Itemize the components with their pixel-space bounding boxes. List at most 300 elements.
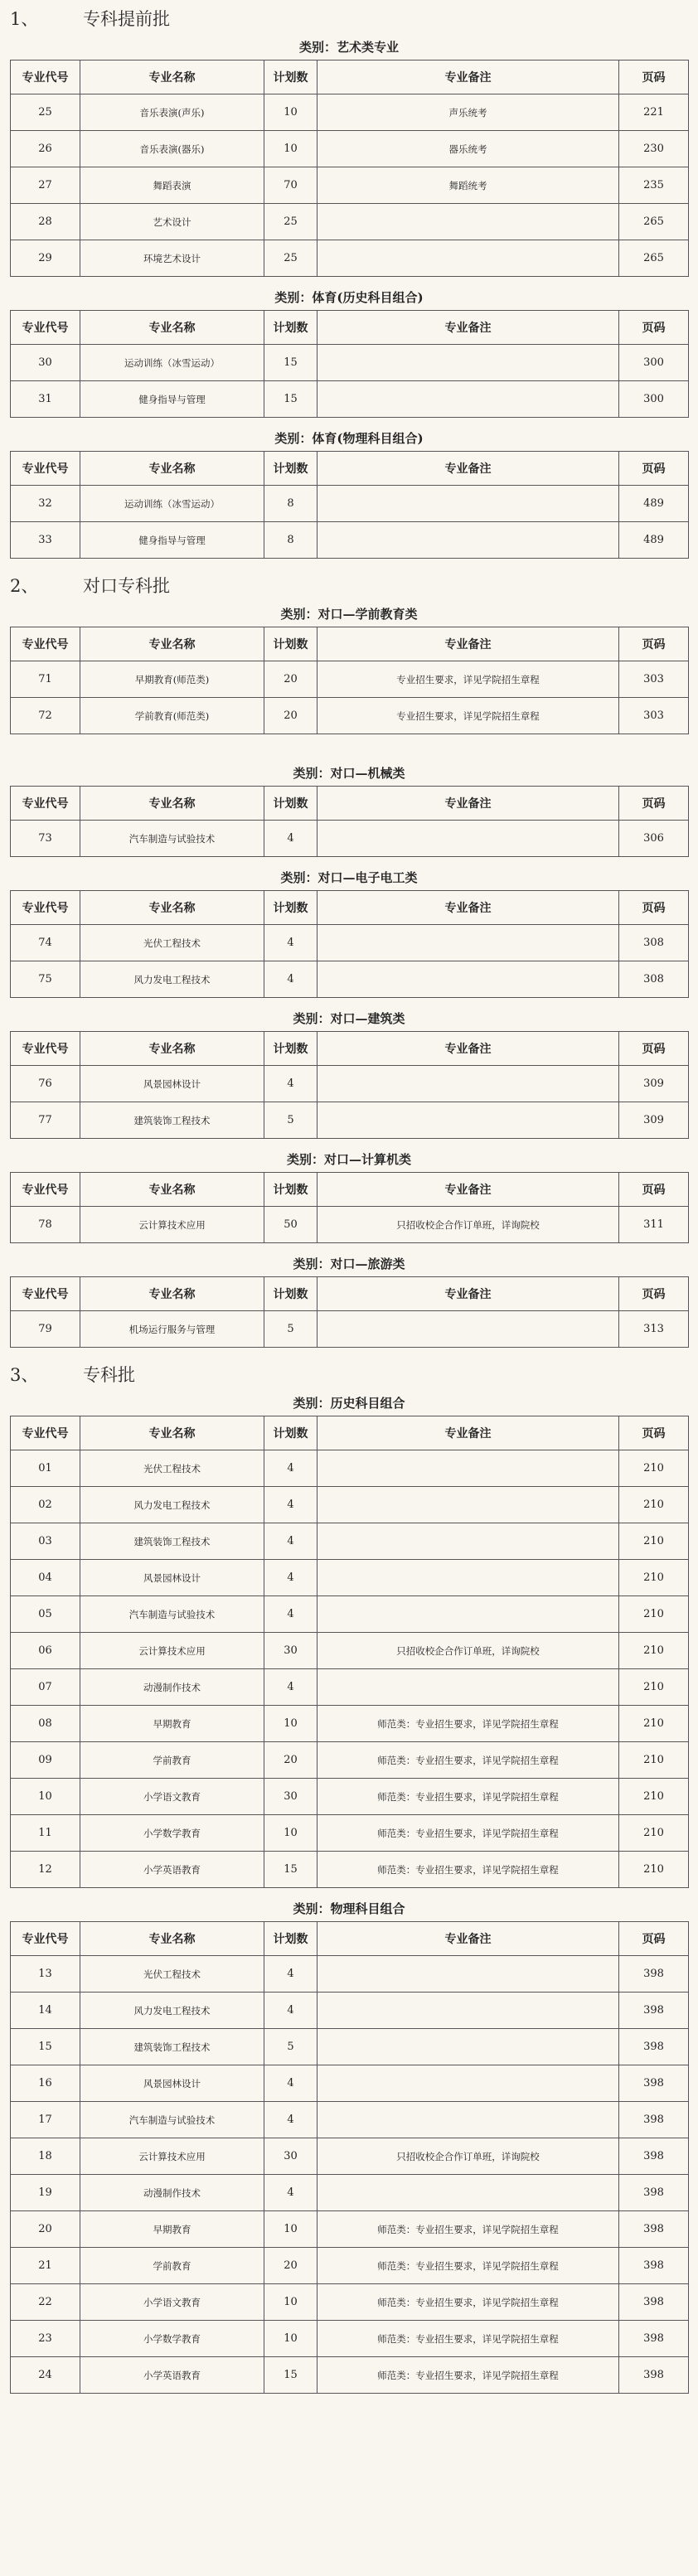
cell-major-code: 16: [11, 2065, 80, 2102]
cell-page-number: 265: [619, 204, 689, 240]
table-row: [11, 821, 689, 857]
header-major-code: 专业代号: [11, 61, 80, 94]
table-row: [11, 1560, 689, 1596]
cell-plan-count: 10: [264, 131, 317, 167]
cell-major-name: 光伏工程技术: [80, 1450, 264, 1487]
cell-major-code: 12: [11, 1852, 80, 1888]
cell-major-remark: 师范类：专业招生要求，详见学院招生章程: [317, 1779, 619, 1815]
cell-plan-count: 5: [264, 1102, 317, 1139]
header-plan-count: 计划数: [264, 787, 317, 821]
header-major-code: 专业代号: [11, 452, 80, 486]
cell-major-remark: [317, 1956, 619, 1993]
table-row: [11, 2102, 689, 2138]
table-row: [11, 1633, 689, 1669]
cell-page-number: 210: [619, 1560, 689, 1596]
cell-plan-count: 4: [264, 2102, 317, 2138]
cell-major-code: 14: [11, 1993, 80, 2029]
cell-major-remark: 师范类：专业招生要求，详见学院招生章程: [317, 1742, 619, 1779]
header-plan-count: 计划数: [264, 61, 317, 94]
header-major-remark: 专业备注: [317, 891, 619, 925]
cell-page-number: 489: [619, 522, 689, 559]
cell-major-remark: 师范类：专业招生要求，详见学院招生章程: [317, 2357, 619, 2394]
cell-page-number: 210: [619, 1669, 689, 1706]
header-major-name: 专业名称: [80, 891, 264, 925]
cell-major-name: 建筑装饰工程技术: [80, 2029, 264, 2065]
header-major-name: 专业名称: [80, 627, 264, 661]
cell-page-number: 210: [619, 1633, 689, 1669]
cell-plan-count: 20: [264, 1742, 317, 1779]
table-row: [11, 2138, 689, 2175]
cell-plan-count: 25: [264, 240, 317, 277]
header-plan-count: 计划数: [264, 1416, 317, 1450]
cell-major-code: 29: [11, 240, 80, 277]
cell-major-remark: [317, 1560, 619, 1596]
header-plan-count: 计划数: [264, 452, 317, 486]
cell-page-number: 210: [619, 1815, 689, 1852]
cell-page-number: 306: [619, 821, 689, 857]
table-row: [11, 1207, 689, 1243]
cell-major-name: 舞蹈表演: [80, 167, 264, 204]
section-number: 3、: [10, 1365, 39, 1385]
header-row: [11, 61, 689, 94]
cell-page-number: 313: [619, 1311, 689, 1348]
cell-page-number: 308: [619, 925, 689, 961]
cell-plan-count: 15: [264, 345, 317, 381]
cell-plan-count: 4: [264, 1066, 317, 1102]
table-row: [11, 1669, 689, 1706]
cell-page-number: 235: [619, 167, 689, 204]
cell-plan-count: 8: [264, 486, 317, 522]
cell-page-number: 398: [619, 2029, 689, 2065]
cell-plan-count: 15: [264, 381, 317, 418]
cell-plan-count: 4: [264, 1523, 317, 1560]
cell-major-name: 音乐表演(声乐): [80, 94, 264, 131]
cell-page-number: 489: [619, 486, 689, 522]
cell-major-name: 汽车制造与试验技术: [80, 821, 264, 857]
cell-page-number: 230: [619, 131, 689, 167]
header-row: [11, 1173, 689, 1207]
cell-page-number: 210: [619, 1450, 689, 1487]
cell-major-name: 早期教育: [80, 2211, 264, 2248]
table-row: [11, 1956, 689, 1993]
category-block: [0, 865, 698, 998]
cell-major-name: 风景园林设计: [80, 2065, 264, 2102]
cell-major-remark: [317, 2102, 619, 2138]
section-title: [0, 1356, 698, 1391]
cell-major-code: 13: [11, 1956, 80, 1993]
table-row: [11, 698, 689, 734]
cell-major-name: 早期教育(师范类): [80, 661, 264, 698]
cell-major-code: 19: [11, 2175, 80, 2211]
cell-page-number: 210: [619, 1742, 689, 1779]
cell-major-remark: [317, 1596, 619, 1633]
cell-page-number: 303: [619, 661, 689, 698]
cell-major-code: 04: [11, 1560, 80, 1596]
header-major-code: 专业代号: [11, 311, 80, 345]
cell-major-code: 18: [11, 2138, 80, 2175]
table-row: [11, 2175, 689, 2211]
category-block: [0, 285, 698, 418]
cell-page-number: 398: [619, 2284, 689, 2321]
header-page-number: 页码: [619, 1173, 689, 1207]
plan-table: [10, 60, 689, 277]
header-major-name: 专业名称: [80, 1032, 264, 1066]
cell-major-name: 运动训练（冰雪运动）: [80, 345, 264, 381]
cell-page-number: 309: [619, 1102, 689, 1139]
cell-major-name: 建筑装饰工程技术: [80, 1102, 264, 1139]
table-row: [11, 1523, 689, 1560]
cell-plan-count: 4: [264, 1993, 317, 2029]
cell-major-remark: 师范类：专业招生要求，详见学院招生章程: [317, 1706, 619, 1742]
cell-major-code: 03: [11, 1523, 80, 1560]
cell-major-code: 78: [11, 1207, 80, 1243]
header-row: [11, 1032, 689, 1066]
table-row: [11, 1102, 689, 1139]
header-major-code: 专业代号: [11, 1922, 80, 1956]
header-major-remark: 专业备注: [317, 61, 619, 94]
category-title: 类别：物理科目组合: [293, 1901, 405, 1916]
category-block: [0, 1896, 698, 2394]
cell-major-remark: 专业招生要求，详见学院招生章程: [317, 698, 619, 734]
cell-plan-count: 4: [264, 1596, 317, 1633]
cell-plan-count: 10: [264, 94, 317, 131]
header-major-code: 专业代号: [11, 891, 80, 925]
header-row: [11, 1416, 689, 1450]
table-row: [11, 94, 689, 131]
header-plan-count: 计划数: [264, 311, 317, 345]
header-plan-count: 计划数: [264, 1173, 317, 1207]
cell-major-code: 05: [11, 1596, 80, 1633]
table-row: [11, 2357, 689, 2394]
category-title: 类别：对口—建筑类: [293, 1011, 405, 1026]
section-title: [0, 0, 698, 35]
cell-major-remark: 师范类：专业招生要求，详见学院招生章程: [317, 1815, 619, 1852]
cell-major-remark: [317, 345, 619, 381]
table-row: [11, 1450, 689, 1487]
cell-page-number: 308: [619, 961, 689, 998]
category-block: [0, 602, 698, 734]
cell-page-number: 398: [619, 2357, 689, 2394]
cell-plan-count: 20: [264, 2248, 317, 2284]
table-row: [11, 2029, 689, 2065]
cell-major-name: 风力发电工程技术: [80, 1487, 264, 1523]
header-page-number: 页码: [619, 61, 689, 94]
table-row: [11, 2211, 689, 2248]
cell-major-code: 73: [11, 821, 80, 857]
header-plan-count: 计划数: [264, 627, 317, 661]
cell-page-number: 398: [619, 1993, 689, 2029]
cell-major-remark: [317, 821, 619, 857]
header-major-code: 专业代号: [11, 1277, 80, 1311]
cell-major-name: 环境艺术设计: [80, 240, 264, 277]
cell-major-remark: 师范类：专业招生要求，详见学院招生章程: [317, 2321, 619, 2357]
table-row: [11, 345, 689, 381]
header-row: [11, 452, 689, 486]
table-row: [11, 1596, 689, 1633]
cell-page-number: 398: [619, 2211, 689, 2248]
cell-major-name: 云计算技术应用: [80, 1633, 264, 1669]
cell-major-remark: [317, 1311, 619, 1348]
cell-plan-count: 30: [264, 1779, 317, 1815]
cell-major-remark: 师范类：专业招生要求，详见学院招生章程: [317, 2248, 619, 2284]
table-row: [11, 381, 689, 418]
plan-table: [10, 890, 689, 998]
cell-major-name: 健身指导与管理: [80, 381, 264, 418]
cell-page-number: 398: [619, 2102, 689, 2138]
cell-major-name: 学前教育: [80, 2248, 264, 2284]
cell-major-code: 02: [11, 1487, 80, 1523]
cell-major-name: 风景园林设计: [80, 1066, 264, 1102]
header-major-remark: 专业备注: [317, 452, 619, 486]
cell-major-code: 10: [11, 1779, 80, 1815]
header-page-number: 页码: [619, 311, 689, 345]
cell-major-name: 云计算技术应用: [80, 2138, 264, 2175]
cell-major-code: 76: [11, 1066, 80, 1102]
cell-page-number: 398: [619, 2248, 689, 2284]
plan-table: [10, 1172, 689, 1243]
header-page-number: 页码: [619, 1416, 689, 1450]
header-major-code: 专业代号: [11, 1173, 80, 1207]
category-block: [0, 1391, 698, 1888]
cell-major-remark: 师范类：专业招生要求，详见学院招生章程: [317, 2284, 619, 2321]
cell-major-remark: [317, 2029, 619, 2065]
cell-page-number: 300: [619, 345, 689, 381]
header-page-number: 页码: [619, 1032, 689, 1066]
cell-major-code: 11: [11, 1815, 80, 1852]
cell-major-code: 27: [11, 167, 80, 204]
table-row: [11, 1779, 689, 1815]
cell-major-remark: [317, 1669, 619, 1706]
cell-page-number: 210: [619, 1852, 689, 1888]
header-major-name: 专业名称: [80, 61, 264, 94]
header-page-number: 页码: [619, 452, 689, 486]
header-row: [11, 1277, 689, 1311]
cell-plan-count: 25: [264, 204, 317, 240]
cell-major-remark: [317, 2175, 619, 2211]
header-major-remark: 专业备注: [317, 1922, 619, 1956]
cell-major-name: 健身指导与管理: [80, 522, 264, 559]
cell-major-name: 学前教育(师范类): [80, 698, 264, 734]
cell-plan-count: 5: [264, 2029, 317, 2065]
cell-plan-count: 4: [264, 961, 317, 998]
cell-major-name: 小学英语教育: [80, 1852, 264, 1888]
cell-major-remark: [317, 1487, 619, 1523]
category-block: [0, 426, 698, 559]
category-title: 类别：体育(物理科目组合): [274, 431, 424, 446]
cell-page-number: 210: [619, 1706, 689, 1742]
cell-major-code: 08: [11, 1706, 80, 1742]
header-major-remark: 专业备注: [317, 627, 619, 661]
header-major-name: 专业名称: [80, 452, 264, 486]
cell-major-name: 风力发电工程技术: [80, 1993, 264, 2029]
table-row: [11, 1487, 689, 1523]
cell-major-remark: [317, 1102, 619, 1139]
cell-major-remark: 器乐统考: [317, 131, 619, 167]
cell-major-remark: [317, 1450, 619, 1487]
cell-major-name: 动漫制作技术: [80, 2175, 264, 2211]
cell-major-code: 77: [11, 1102, 80, 1139]
cell-page-number: 300: [619, 381, 689, 418]
cell-plan-count: 70: [264, 167, 317, 204]
cell-plan-count: 10: [264, 2211, 317, 2248]
header-page-number: 页码: [619, 1922, 689, 1956]
header-major-code: 专业代号: [11, 627, 80, 661]
category-title: 类别：对口—学前教育类: [280, 607, 418, 622]
header-plan-count: 计划数: [264, 1032, 317, 1066]
category-block: [0, 1006, 698, 1139]
plan-table: [10, 786, 689, 857]
cell-major-remark: 只招收校企合作订单班，详询院校: [317, 1207, 619, 1243]
header-major-remark: 专业备注: [317, 787, 619, 821]
header-page-number: 页码: [619, 627, 689, 661]
table-row: [11, 2248, 689, 2284]
cell-plan-count: 30: [264, 1633, 317, 1669]
section-title: [0, 567, 698, 602]
category-block: [0, 35, 698, 277]
cell-major-name: 光伏工程技术: [80, 925, 264, 961]
header-page-number: 页码: [619, 891, 689, 925]
cell-major-name: 动漫制作技术: [80, 1669, 264, 1706]
cell-major-code: 17: [11, 2102, 80, 2138]
header-page-number: 页码: [619, 787, 689, 821]
cell-major-name: 小学语文教育: [80, 1779, 264, 1815]
cell-major-name: 音乐表演(器乐): [80, 131, 264, 167]
cell-plan-count: 10: [264, 1706, 317, 1742]
header-major-remark: 专业备注: [317, 1173, 619, 1207]
header-major-name: 专业名称: [80, 1922, 264, 1956]
cell-major-name: 建筑装饰工程技术: [80, 1523, 264, 1560]
cell-plan-count: 20: [264, 698, 317, 734]
cell-major-code: 20: [11, 2211, 80, 2248]
section-name: 对口专科批: [83, 576, 170, 596]
header-major-remark: 专业备注: [317, 1032, 619, 1066]
cell-major-remark: [317, 486, 619, 522]
header-major-name: 专业名称: [80, 787, 264, 821]
cell-major-code: 72: [11, 698, 80, 734]
cell-major-remark: 只招收校企合作订单班，详询院校: [317, 2138, 619, 2175]
cell-page-number: 398: [619, 1956, 689, 1993]
cell-major-remark: [317, 1066, 619, 1102]
cell-major-remark: [317, 2065, 619, 2102]
cell-major-code: 09: [11, 1742, 80, 1779]
cell-major-code: 32: [11, 486, 80, 522]
section-name: 专科批: [83, 1365, 135, 1385]
header-plan-count: 计划数: [264, 1277, 317, 1311]
plan-table: [10, 451, 689, 559]
cell-major-code: 28: [11, 204, 80, 240]
cell-page-number: 210: [619, 1523, 689, 1560]
table-row: [11, 1706, 689, 1742]
cell-major-name: 小学数学教育: [80, 1815, 264, 1852]
section-number: 1、: [10, 9, 39, 29]
cell-major-code: 01: [11, 1450, 80, 1487]
cell-plan-count: 4: [264, 1956, 317, 1993]
table-row: [11, 661, 689, 698]
cell-plan-count: 4: [264, 1487, 317, 1523]
header-plan-count: 计划数: [264, 1922, 317, 1956]
cell-major-code: 06: [11, 1633, 80, 1669]
cell-major-code: 23: [11, 2321, 80, 2357]
category-block: [0, 1252, 698, 1348]
cell-major-code: 07: [11, 1669, 80, 1706]
cell-major-remark: [317, 240, 619, 277]
cell-major-code: 30: [11, 345, 80, 381]
plan-table: [10, 310, 689, 418]
category-title: 类别：对口—计算机类: [286, 1152, 411, 1167]
cell-major-code: 71: [11, 661, 80, 698]
section-number: 2、: [10, 576, 39, 596]
plan-table: [10, 1921, 689, 2394]
category-title: 类别：艺术类专业: [298, 40, 399, 55]
table-row: [11, 1742, 689, 1779]
cell-major-name: 运动训练（冰雪运动）: [80, 486, 264, 522]
header-major-remark: 专业备注: [317, 1277, 619, 1311]
cell-major-name: 光伏工程技术: [80, 1956, 264, 1993]
category-title: 类别：对口—旅游类: [293, 1257, 405, 1271]
table-row: [11, 1993, 689, 2029]
cell-major-name: 学前教育: [80, 1742, 264, 1779]
cell-major-remark: [317, 1993, 619, 2029]
table-row: [11, 1852, 689, 1888]
header-row: [11, 627, 689, 661]
table-row: [11, 131, 689, 167]
cell-page-number: 303: [619, 698, 689, 734]
cell-page-number: 398: [619, 2065, 689, 2102]
plan-table: [10, 1416, 689, 1888]
cell-major-remark: [317, 925, 619, 961]
cell-major-code: 15: [11, 2029, 80, 2065]
cell-page-number: 210: [619, 1596, 689, 1633]
cell-major-code: 21: [11, 2248, 80, 2284]
header-major-name: 专业名称: [80, 1416, 264, 1450]
cell-plan-count: 10: [264, 1815, 317, 1852]
plan-table: [10, 1031, 689, 1139]
spacer: [0, 743, 698, 761]
header-major-code: 专业代号: [11, 787, 80, 821]
cell-plan-count: 4: [264, 1450, 317, 1487]
cell-plan-count: 20: [264, 661, 317, 698]
cell-page-number: 311: [619, 1207, 689, 1243]
header-major-name: 专业名称: [80, 1277, 264, 1311]
cell-major-name: 小学数学教育: [80, 2321, 264, 2357]
category-title: 类别：对口—电子电工类: [280, 870, 418, 885]
table-row: [11, 204, 689, 240]
header-row: [11, 891, 689, 925]
cell-major-remark: [317, 381, 619, 418]
cell-plan-count: 15: [264, 2357, 317, 2394]
cell-major-remark: 专业招生要求，详见学院招生章程: [317, 661, 619, 698]
header-major-remark: 专业备注: [317, 1416, 619, 1450]
section-name: 专科提前批: [83, 9, 170, 29]
cell-major-code: 79: [11, 1311, 80, 1348]
header-row: [11, 1922, 689, 1956]
cell-major-name: 汽车制造与试验技术: [80, 1596, 264, 1633]
cell-page-number: 398: [619, 2321, 689, 2357]
cell-plan-count: 4: [264, 821, 317, 857]
cell-major-name: 机场运行服务与管理: [80, 1311, 264, 1348]
cell-major-remark: [317, 522, 619, 559]
cell-plan-count: 15: [264, 1852, 317, 1888]
cell-major-remark: 舞蹈统考: [317, 167, 619, 204]
cell-major-code: 26: [11, 131, 80, 167]
cell-plan-count: 5: [264, 1311, 317, 1348]
table-row: [11, 961, 689, 998]
plan-table: [10, 1276, 689, 1348]
cell-major-remark: [317, 204, 619, 240]
cell-major-name: 早期教育: [80, 1706, 264, 1742]
table-row: [11, 486, 689, 522]
cell-page-number: 210: [619, 1779, 689, 1815]
